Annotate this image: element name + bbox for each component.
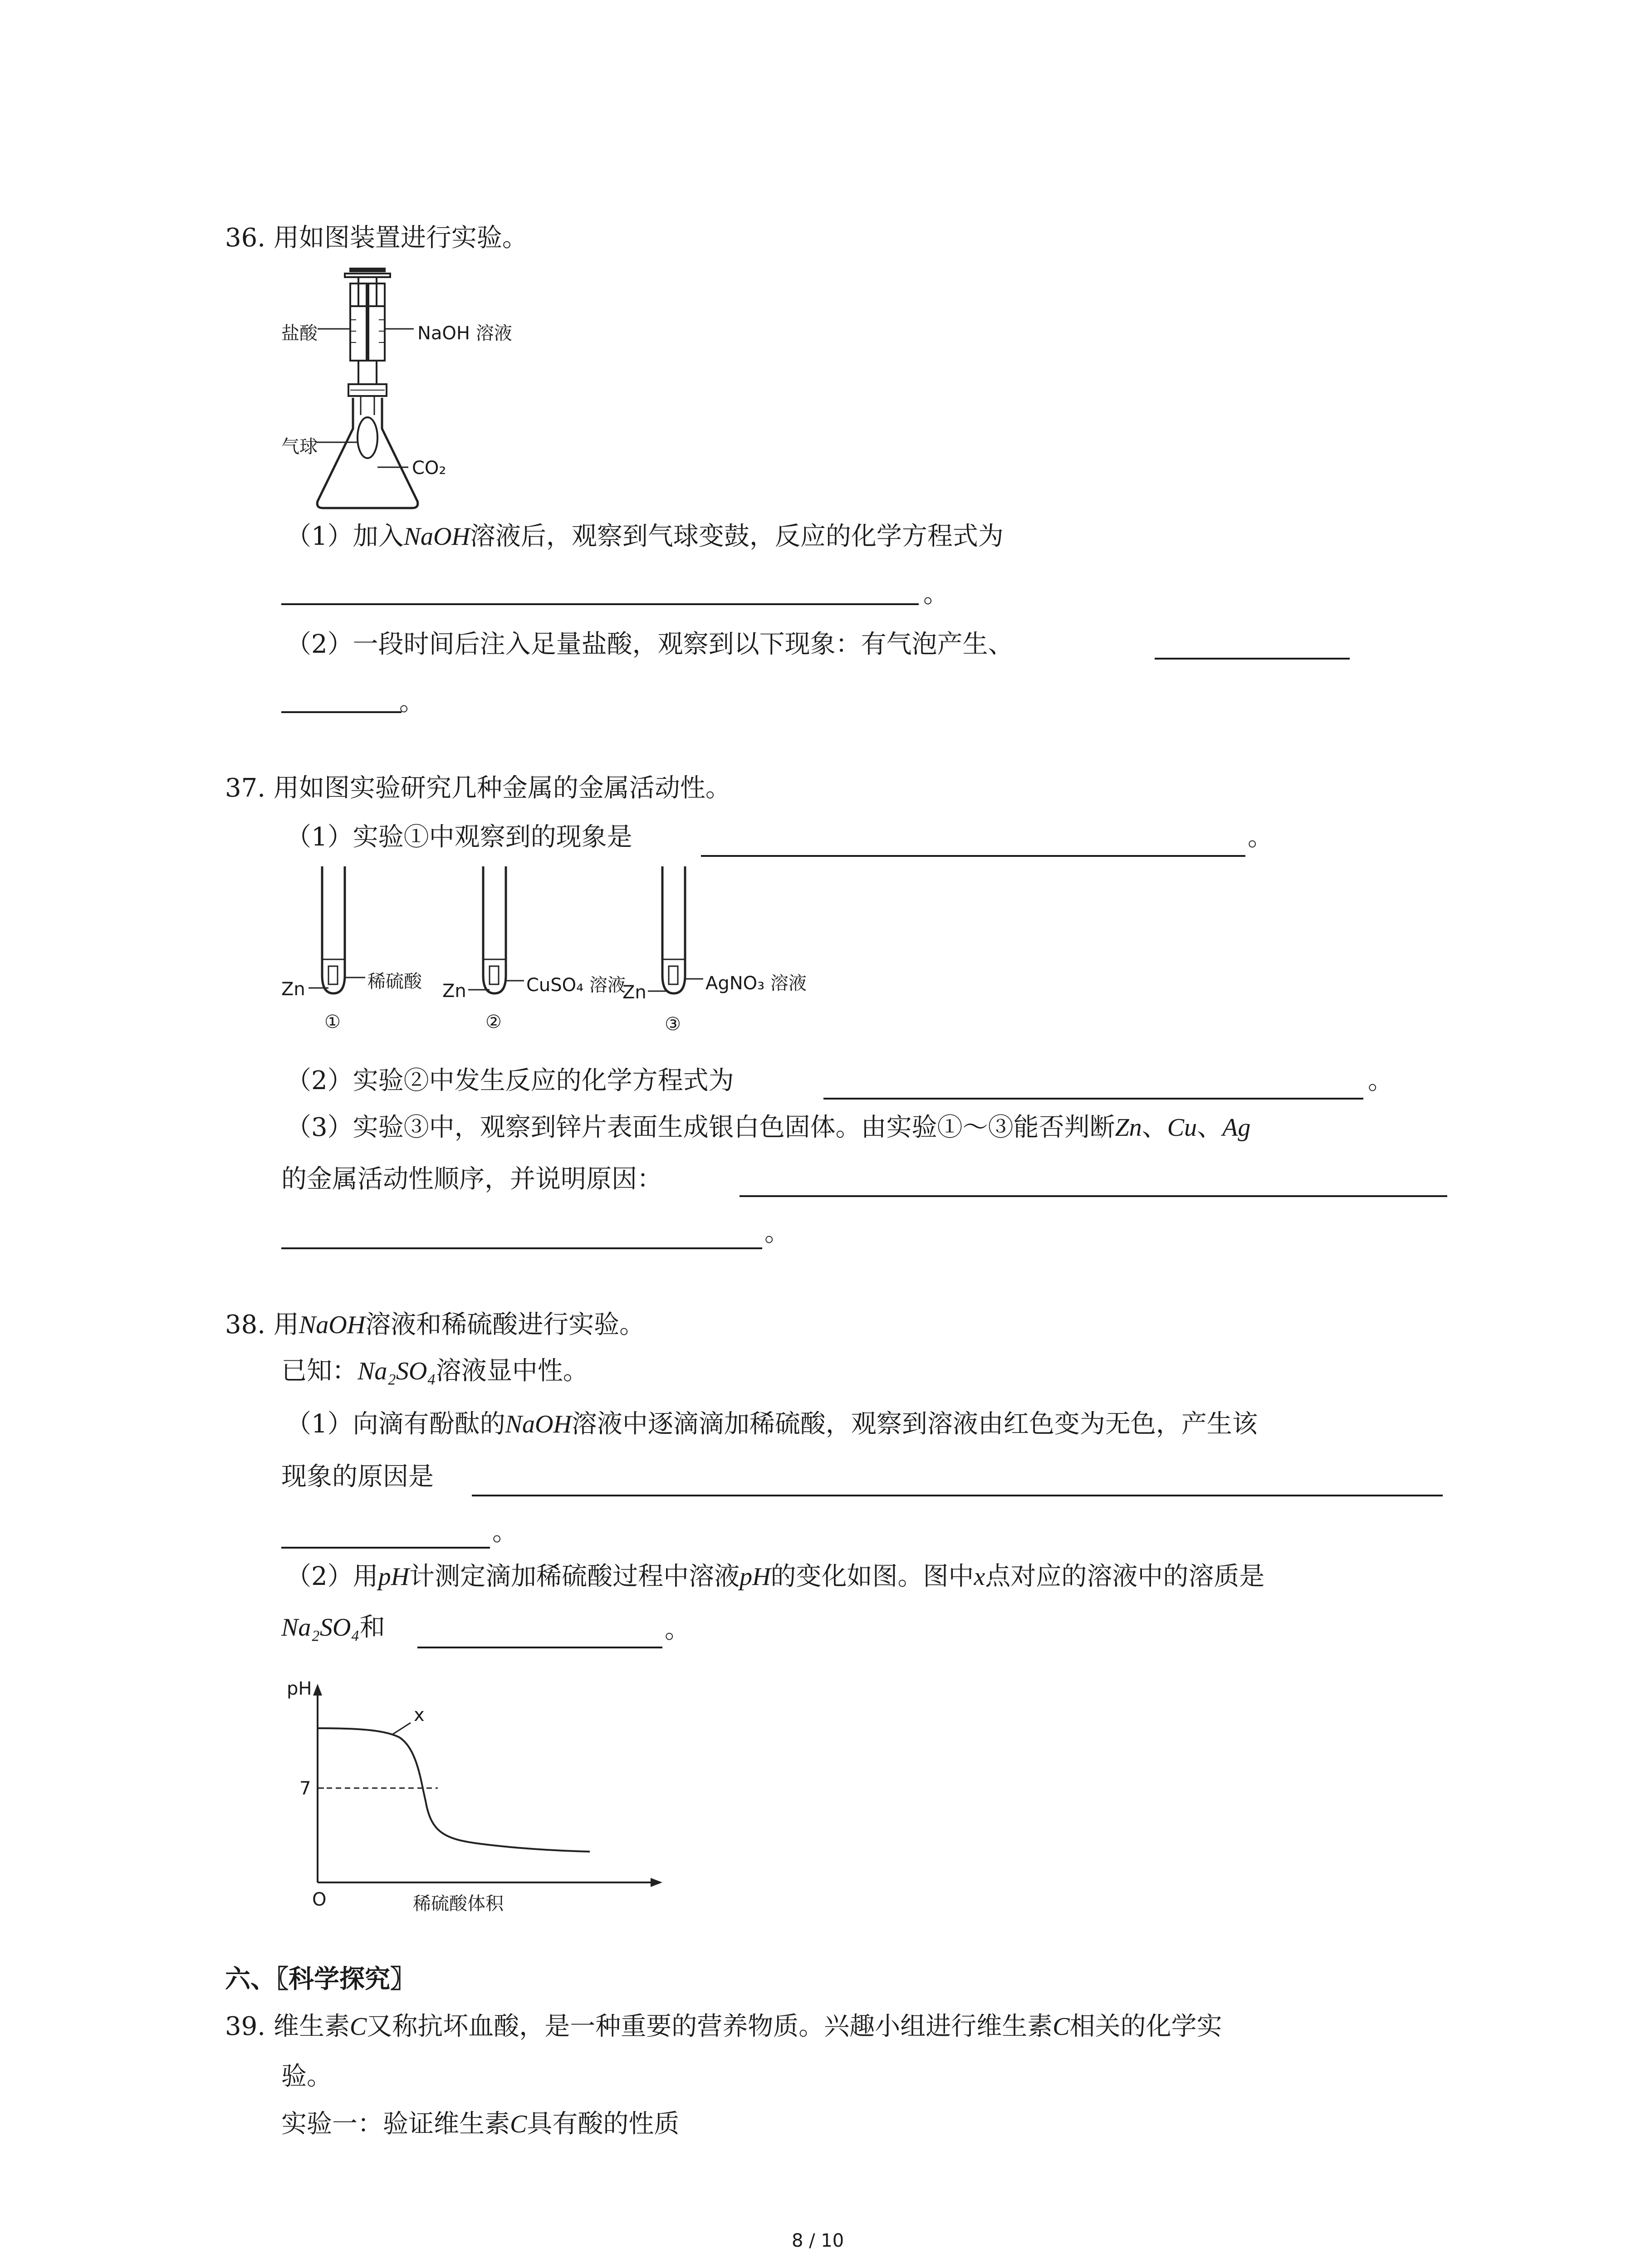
q38-part1-line2: 现象的原因是 [281, 1462, 434, 1491]
tube1-number: ① [324, 1012, 341, 1032]
tube2-cuso4-label: CuSO₄ 溶液 [526, 975, 626, 996]
section-6-heading: 六、〖科学探究〗 [225, 1964, 416, 1994]
q38-part2-line1 [286, 1564, 1264, 1589]
q38-p2-end: 。 [665, 1615, 690, 1644]
q38-p2-ph: pH [378, 1563, 410, 1591]
label-co2: CO₂ [412, 458, 446, 479]
chart-point-x-label: x [414, 1705, 425, 1725]
q36-p1-answer-blank[interactable] [281, 603, 919, 605]
q37-p1-answer-blank[interactable] [701, 855, 1245, 857]
q38-known-text-2: 溶液显中性。 [436, 1356, 588, 1386]
q37-p3-ag: Ag [1222, 1114, 1251, 1142]
tube3-zn-label: Zn [622, 982, 647, 1003]
q38-known-text: 已知： [281, 1356, 358, 1386]
ph-curve-svg [281, 1674, 671, 1914]
q38-p2-text-4: 点对应的溶液中的溶质是 [985, 1562, 1265, 1591]
q38-title-text: 38. 用 [225, 1310, 299, 1339]
q37-p3-text: （3）实验③中，观察到锌片表面生成银白色固体。由实验①～③能否判断 [286, 1113, 1115, 1142]
q38-title-formula: NaOH [299, 1311, 366, 1339]
test-tubes-figure [281, 862, 826, 1061]
tube1-zn-label: Zn [281, 979, 305, 1000]
q38-part2-line2 [281, 1615, 385, 1640]
tube2-zn-label: Zn [442, 981, 466, 1002]
q38-part1-line1 [286, 1409, 1258, 1439]
q38-p1-text: （1）向滴有酚酞的 [286, 1409, 505, 1439]
q38-p2-x: x [974, 1563, 985, 1591]
q36-p1-text-2: 溶液后，观察到气球变鼓，反应的化学方程式为 [470, 522, 1004, 551]
q39-vc: C [349, 2013, 367, 2041]
q36-p1-text: （1）加入 [286, 522, 404, 551]
q36-title: 36. 用如图装置进行实验。 [225, 223, 528, 253]
label-balloon: 气球 [281, 436, 318, 457]
q36-p2-end: 。 [399, 687, 425, 717]
q37-part3-line2: 的金属活动性顺序，并说明原因： [281, 1164, 662, 1194]
flask-apparatus-diagram [272, 265, 526, 519]
q39-vc-2: C [1053, 2013, 1070, 2041]
q39-exp1-text: 实验一：验证维生素 [281, 2109, 510, 2139]
q37-part3-line1 [286, 1115, 1250, 1140]
chart-origin-label: O [312, 1889, 327, 1910]
q38-p2-text-2: 计测定滴加稀硫酸过程中溶液 [409, 1562, 740, 1591]
q39-exp1-vc: C [510, 2110, 527, 2138]
q38-title-text-2: 溶液和稀硫酸进行实验。 [365, 1310, 645, 1339]
q37-p3-answer-blank-b[interactable] [281, 1247, 762, 1249]
label-naoh-solution: NaOH 溶液 [417, 323, 512, 344]
q38-p2-ph-2: pH [740, 1563, 771, 1591]
q38-title [225, 1312, 645, 1338]
chart-y-label: pH [287, 1678, 312, 1699]
q38-known [281, 1356, 588, 1386]
chart-x-label: 稀硫酸体积 [413, 1893, 504, 1914]
q37-part1: （1）实验①中观察到的现象是 [286, 822, 632, 852]
q38-known-formula: Na₂SO₄ [358, 1357, 436, 1385]
q36-p2-answer-blank-b[interactable] [281, 711, 402, 713]
q37-p2-answer-blank[interactable] [823, 1098, 1363, 1100]
page-number: 8 / 10 [792, 2230, 844, 2251]
q37-p3-sep1: 、 [1141, 1113, 1167, 1142]
q37-p3-sep2: 、 [1197, 1113, 1223, 1142]
q39-line1 [225, 2014, 1222, 2039]
q38-p2-text: （2）用 [286, 1562, 378, 1591]
q37-title: 37. 用如图实验研究几种金属的金属活动性。 [225, 773, 731, 803]
q39-text-3: 相关的化学实 [1069, 2012, 1222, 2041]
q36-part2: （2）一段时间后注入足量盐酸，观察到以下现象：有气泡产生、 [286, 630, 1014, 659]
q36-p1-formula: NaOH [403, 523, 470, 551]
q37-p3-cu: Cu [1167, 1114, 1197, 1142]
q39-text-2: 又称抗坏血酸，是一种重要的营养物质。兴趣小组进行维生素 [367, 2012, 1053, 2041]
tube3-number: ③ [665, 1014, 681, 1035]
q38-p1-end: 。 [492, 1517, 518, 1547]
flask-syringe-figure [272, 265, 526, 519]
q38-p1-answer-blank-b[interactable] [281, 1547, 490, 1549]
ph-chart [281, 1674, 671, 1914]
q38-p2-formula: Na₂SO₄ [281, 1613, 360, 1642]
q38-p2-text-5: 和 [359, 1613, 385, 1642]
tube1-acid-label: 稀硫酸 [367, 971, 422, 992]
q37-part2: （2）实验②中发生反应的化学方程式为 [286, 1066, 734, 1095]
q39-experiment1 [281, 2109, 680, 2139]
q36-p2-answer-blank-a[interactable] [1155, 658, 1350, 660]
q37-p2-end: 。 [1368, 1066, 1393, 1095]
q37-p1-end: 。 [1248, 822, 1273, 852]
test-tubes-diagram [281, 862, 826, 1061]
q38-p1-formula: NaOH [505, 1410, 572, 1438]
q38-p1-answer-blank-a[interactable] [472, 1495, 1443, 1496]
q37-p3-answer-blank-a[interactable] [740, 1195, 1447, 1197]
q39-exp1-text-2: 具有酸的性质 [527, 2109, 680, 2139]
q39-line2: 验。 [281, 2062, 332, 2091]
tube3-agno3-label: AgNO₃ 溶液 [705, 973, 807, 994]
tube2-number: ② [485, 1012, 502, 1032]
q38-p1-text-2: 溶液中逐滴滴加稀硫酸，观察到溶液由红色变为无色，产生该 [571, 1409, 1258, 1439]
q36-part1 [286, 524, 1004, 549]
q37-p3-end: 。 [764, 1218, 790, 1247]
q36-p1-end: 。 [923, 579, 949, 609]
q38-p2-answer-blank[interactable] [417, 1647, 662, 1648]
q39-text: 39. 维生素 [225, 2012, 350, 2041]
label-hydrochloric-acid: 盐酸 [281, 323, 318, 344]
chart-tick-7: 7 [299, 1778, 311, 1799]
q38-p2-text-3: 的变化如图。图中 [770, 1562, 974, 1591]
q37-p3-zn: Zn [1115, 1114, 1142, 1142]
